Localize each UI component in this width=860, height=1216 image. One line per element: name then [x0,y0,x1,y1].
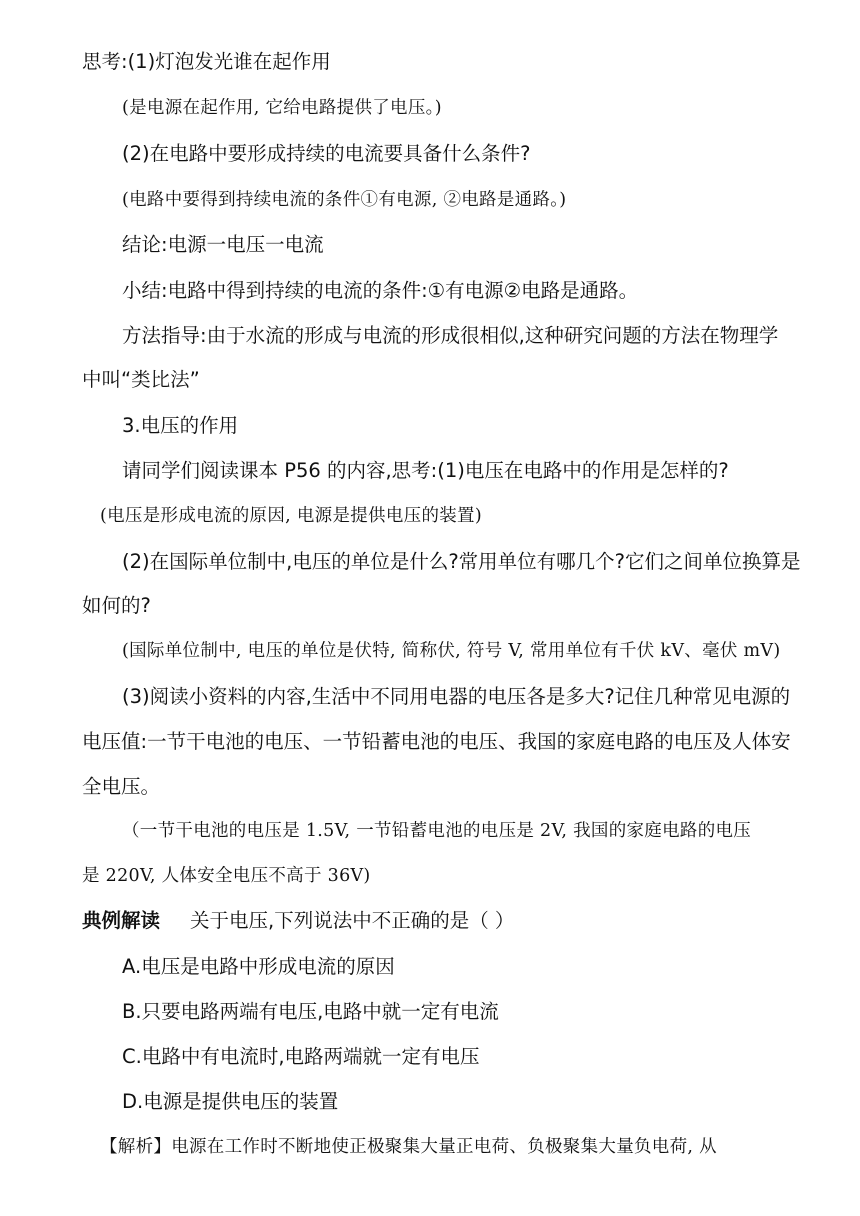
text-line: 请同学们阅读课本 P56 的内容,思考:(1)电压在电路中的作用是怎样的? [122,459,729,482]
text-line: 中叫“类比法” [82,368,200,391]
option-b: B.只要电路两端有电压,电路中就一定有电流 [122,1000,499,1023]
answer-line: 是 220V, 人体安全电压不高于 36V) [82,866,371,886]
text-line: 思考:(1)灯泡发光谁在起作用 [82,50,331,73]
option-a: A.电压是电路中形成电流的原因 [122,955,395,978]
analysis-line: 【解析】电源在工作时不断地使正极聚集大量正电荷、负极聚集大量负电荷, 从 [100,1137,717,1157]
text-line: 结论:电源一电压一电流 [122,233,324,256]
option-d: D.电源是提供电压的装置 [122,1090,339,1113]
answer-line: (电路中要得到持续电流的条件①有电源, ②电路是通路。) [122,190,567,210]
text-line: 全电压。 [82,775,161,798]
answer-line: (电压是形成电流的原因, 电源是提供电压的装置) [100,506,482,526]
text-line: (2)在电路中要形成持续的电流要具备什么条件? [122,142,531,165]
section-heading: 3.电压的作用 [122,414,239,437]
text-line: (2)在国际单位制中,电压的单位是什么?常用单位有哪几个?它们之间单位换算是 [122,550,801,573]
example-heading: 典例解读 [82,909,161,932]
answer-line: (国际单位制中, 电压的单位是伏特, 简称伏, 符号 V, 常用单位有千伏 kV、毫伏 mV) [122,641,781,661]
text-line: 小结:电路中得到持续的电流的条件:①有电源②电路是通路。 [122,279,639,302]
text-line: (3)阅读小资料的内容,生活中不同用电器的电压各是多大?记住几种常见电源的 [122,685,791,708]
example-question: 关于电压,下列说法中不正确的是（ ） [190,909,515,932]
option-c: C.电路中有电流时,电路两端就一定有电压 [122,1045,480,1068]
example-row [82,907,514,935]
text-line: 如何的? [82,594,151,617]
answer-line: (是电源在起作用, 它给电路提供了电压。) [122,98,442,118]
answer-line: （一节干电池的电压是 1.5V, 一节铅蓄电池的电压是 2V, 我国的家庭电路的电压 [122,821,752,841]
text-line: 电压值:一节干电池的电压、一节铅蓄电池的电压、我国的家庭电路的电压及人体安 [82,730,791,753]
text-line: 方法指导:由于水流的形成与电流的形成很相似,这种研究问题的方法在物理学 [122,324,779,347]
